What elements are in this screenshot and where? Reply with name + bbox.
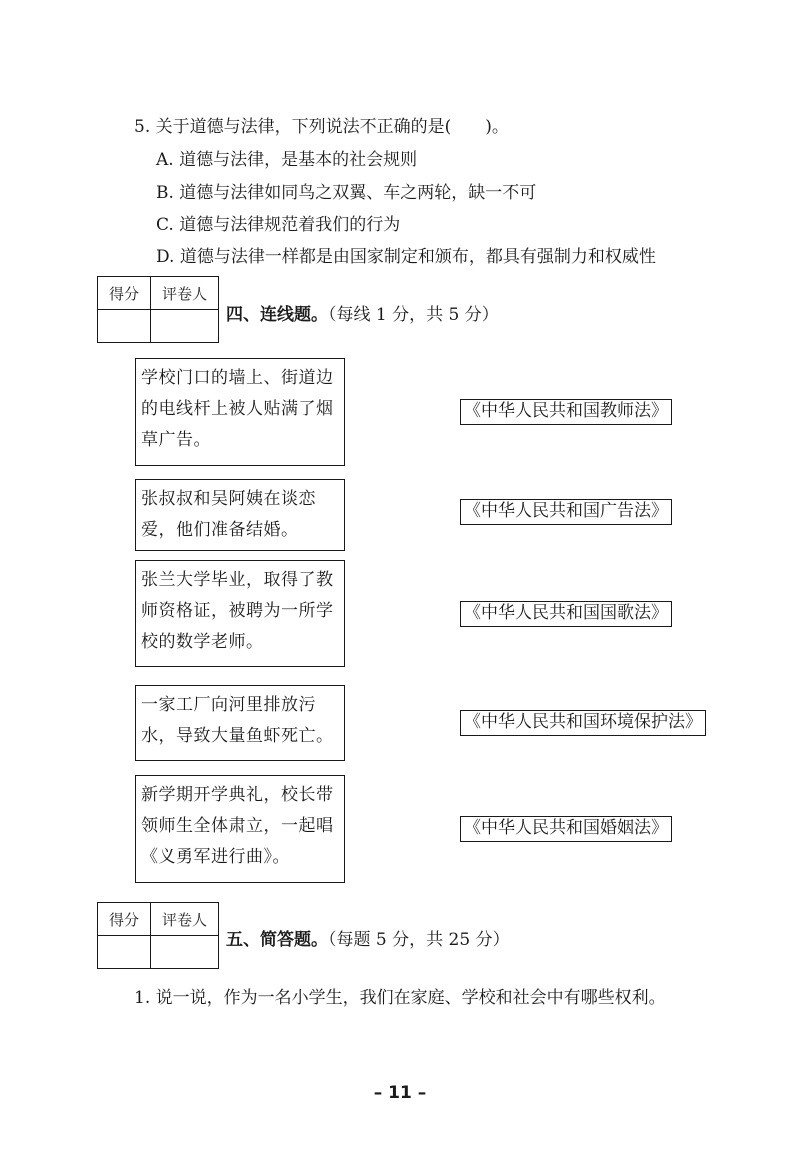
section-5-title: 五、简答题。 — [226, 930, 328, 950]
page-number: – 11 – — [373, 1083, 427, 1103]
law-box-advertising[interactable]: 《中华人民共和国广告法》 — [460, 499, 672, 525]
question-5-option-d: D. 道德与法律一样都是由国家制定和颁布，都具有强制力和权威性 — [156, 247, 656, 267]
section-5-question-1: 1. 说一说，作为一名小学生，我们在家庭、学校和社会中有哪些权利。 — [134, 988, 666, 1008]
scenario-box-1[interactable]: 学校门口的墙上、街道边的电线杆上被人贴满了烟草广告。 — [135, 358, 345, 466]
score-cell[interactable] — [98, 310, 151, 343]
score-cell[interactable] — [98, 936, 151, 969]
question-5-stem: 5. 关于道德与法律，下列说法不正确的是( )。 — [134, 117, 509, 137]
section-5-heading — [226, 925, 510, 950]
scenario-box-3[interactable]: 张兰大学毕业，取得了教师资格证，被聘为一所学校的数学老师。 — [135, 560, 345, 667]
question-5-option-a: A. 道德与法律，是基本的社会规则 — [156, 150, 418, 170]
law-box-environment[interactable]: 《中华人民共和国环境保护法》 — [460, 710, 706, 736]
law-box-teachers[interactable]: 《中华人民共和国教师法》 — [460, 399, 672, 425]
score-label: 得分 — [98, 903, 151, 936]
score-label: 得分 — [98, 277, 151, 310]
grader-label: 评卷人 — [151, 277, 219, 310]
law-box-national-anthem[interactable]: 《中华人民共和国国歌法》 — [460, 601, 672, 627]
scenario-box-4[interactable]: 一家工厂向河里排放污水，导致大量鱼虾死亡。 — [135, 685, 345, 761]
scenario-box-5[interactable]: 新学期开学典礼，校长带领师生全体肃立，一起唱《义勇军进行曲》。 — [135, 775, 345, 883]
law-box-marriage[interactable]: 《中华人民共和国婚姻法》 — [460, 816, 672, 842]
question-5-option-c: C. 道德与法律规范着我们的行为 — [156, 215, 401, 235]
scenario-box-2[interactable]: 张叔叔和吴阿姨在谈恋爱，他们准备结婚。 — [135, 479, 345, 551]
question-5-option-b: B. 道德与法律如同鸟之双翼、车之两轮，缺一不可 — [156, 183, 537, 203]
section-4-note: （每线 1 分，共 5 分） — [328, 305, 499, 325]
grader-label: 评卷人 — [151, 903, 219, 936]
grader-cell[interactable] — [151, 310, 219, 343]
section-4-title: 四、连线题。 — [226, 305, 328, 325]
grader-cell[interactable] — [151, 936, 219, 969]
score-box-section-5 — [97, 902, 219, 969]
score-box-section-4 — [97, 276, 219, 343]
section-5-note: （每题 5 分，共 25 分） — [328, 930, 510, 950]
section-4-heading — [226, 300, 499, 325]
